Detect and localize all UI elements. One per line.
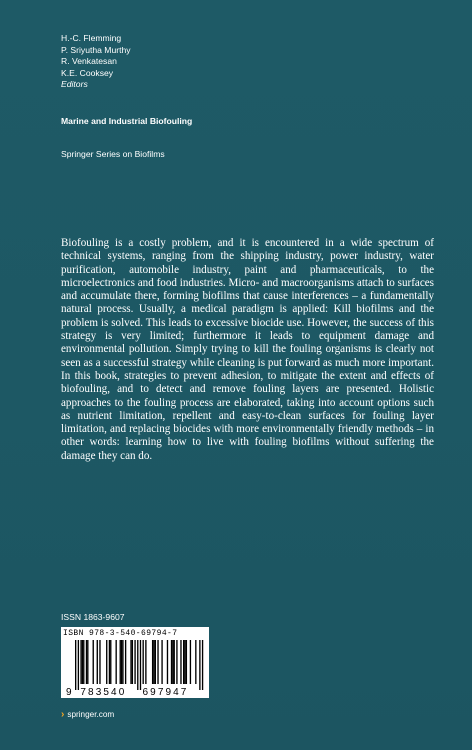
- editor-name: R. Venkatesan: [61, 56, 117, 67]
- barcode-bar: [143, 640, 144, 684]
- barcode-bar: [122, 640, 123, 684]
- barcode-bar: [180, 640, 181, 684]
- barcode-bar: [75, 640, 76, 690]
- barcode-bar: [157, 640, 158, 684]
- barcode-bar: [132, 640, 133, 684]
- barcode-bar: [161, 640, 162, 684]
- barcode-bar: [82, 640, 83, 684]
- barcode-bar: [176, 640, 177, 684]
- barcode-bar: [130, 640, 131, 684]
- barcode-bar: [110, 640, 111, 684]
- springer-chevron-icon: ›: [61, 709, 65, 720]
- series-name: Springer Series on Biofilms: [61, 149, 165, 159]
- barcode-bar: [109, 640, 110, 684]
- isbn-barcode: [61, 627, 209, 698]
- barcode-bar: [137, 640, 138, 690]
- barcode-bar: [153, 640, 154, 684]
- barcode-digits: 783540: [80, 687, 127, 698]
- barcode-bar: [106, 640, 107, 684]
- editor-name: P. Sriyutha Murthy: [61, 44, 131, 55]
- editors-role: Editors: [61, 79, 88, 90]
- editor-name: H.-C. Flemming: [61, 33, 122, 43]
- editor-name: K.E. Cooksey: [61, 67, 114, 78]
- barcode-bar: [186, 640, 187, 684]
- barcode-bar: [78, 640, 79, 690]
- barcode-bar: [174, 640, 175, 684]
- book-title: Marine and Industrial Biofouling: [61, 116, 193, 126]
- barcode-bar: [152, 640, 153, 684]
- issn-number: ISSN 1863-9607: [61, 612, 125, 622]
- barcode-bar: [134, 640, 135, 684]
- publisher-url: springer.com: [67, 710, 115, 719]
- barcode-bar: [120, 640, 121, 684]
- barcode-bar: [190, 640, 191, 684]
- description-text: Biofouling is a costly problem, and it is encountered in a wide spectrum of technical systems, ranging from the shipping industry, power industry, water purification, automobile industry, paint and pharmaceuticals, to the microelectronics and food industries. Micro- and macroorganisms attach to surfaces and accumulate there, forming biofilms that cause interferences – a fundamentally natural process. Usually, a medical paradigm is applied: Kill biofilms and the problem is solved. This leads to excessive biocide use. However, the success of this strategy is very limited; furthermore it leads to equipment damage and environmental pollution. Simply trying to kill the fouling organisms is clearly not seen as a successful strategy while cleaning is put forward as much more important. In this book, strategies to prevent adhesion, to mitigate the extent and effects of biofouling, and to detect and remove fouling layers are presented. Holistic approaches to the fouling process are elaborated, taking into account options such as nutrient limitation, repellent and easy-to-clean surfaces for fouling layer limitation, and replacing biocides with more environmentally friendly methods – in other words: learning how to live with fouling biofilms without suffering the damage they can do.: [61, 237, 434, 462]
- barcode-bar: [155, 640, 156, 684]
- barcode-bar: [171, 640, 172, 684]
- barcode-bar: [97, 640, 98, 684]
- barcode-bar: [116, 640, 117, 684]
- barcode-bar: [199, 640, 200, 690]
- barcode-bar: [183, 640, 184, 684]
- barcode-digits: 9: [66, 687, 72, 698]
- barcode-bar: [140, 640, 141, 690]
- editor-list: [61, 33, 131, 91]
- barcode-bar: [167, 640, 168, 684]
- barcode-bar: [93, 640, 94, 684]
- barcode-bar: [87, 640, 88, 684]
- barcode-bar: [195, 640, 196, 684]
- barcode-bar: [83, 640, 84, 684]
- publisher-link[interactable]: [61, 709, 114, 720]
- barcode-bar: [80, 640, 81, 684]
- barcode-bar: [202, 640, 203, 690]
- barcode-bar: [86, 640, 87, 684]
- barcode-digits: 697947: [142, 687, 189, 698]
- isbn-label: ISBN 978-3-540-69794-7: [63, 629, 178, 638]
- barcode-bar: [145, 640, 146, 684]
- barcode-bar: [121, 640, 122, 684]
- barcode-graphic: [61, 639, 209, 698]
- barcode-bar: [172, 640, 173, 684]
- barcode-bar: [184, 640, 185, 684]
- barcode-bar: [125, 640, 126, 684]
- barcode-bar: [99, 640, 100, 684]
